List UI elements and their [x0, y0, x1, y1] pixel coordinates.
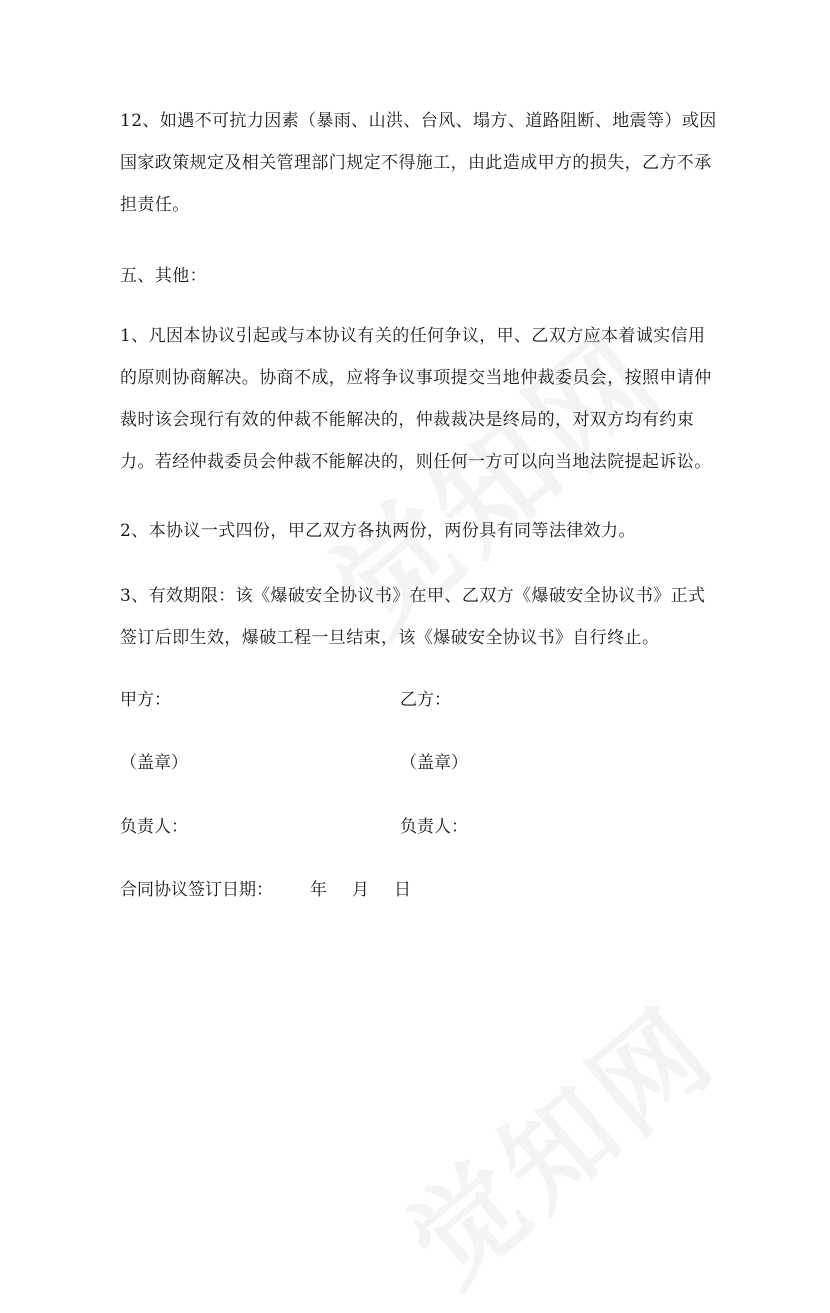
party-b-label: 乙方：: [400, 690, 451, 710]
party-a-seal: （盖章）: [120, 753, 188, 773]
seal-row: [120, 748, 720, 778]
clause-1-dispute-paragraph: 1、凡因本协议引起或与本协议有关的任何争议，甲、乙双方应本着诚实信用的原则协商解决。协商不成，应将争议事项提交当地仲裁委员会，按照申请仲裁时该会现行有效的仲裁不能解决的，仲裁裁决是终局的，对双方均有约束力。若经仲裁委员会仲裁不能解决的，则任何一方可以向当地法院提起诉讼。: [120, 326, 712, 472]
signing-date-label: 合同协议签订日期：: [120, 880, 273, 900]
signing-date-row: [120, 875, 720, 905]
party-a-responsible-person: 负责人：: [120, 817, 188, 837]
responsible-person-row: [120, 812, 720, 842]
party-a-label: 甲方：: [120, 690, 171, 710]
date-day: 日: [394, 880, 411, 900]
party-b-seal: （盖章）: [400, 753, 468, 773]
party-b-responsible-person: 负责人：: [400, 817, 468, 837]
date-year: 年: [310, 880, 327, 900]
clause-2-copies-paragraph: 2、本协议一式四份，甲乙双方各执两份，两份具有同等法律效力。: [120, 521, 636, 541]
section-heading-other: 五、其他：: [120, 266, 207, 286]
clause-12-paragraph: 12、如遇不可抗力因素（暴雨、山洪、台风、塌方、道路阻断、地震等）或因国家政策规定及相关管理部门规定不得施工，由此造成甲方的损失，乙方不承担责任。: [120, 111, 717, 215]
party-row: [120, 685, 720, 715]
clause-3-validity-paragraph: 3、有效期限：该《爆破安全协议书》在甲、乙双方《爆破安全协议书》正式签订后即生效，爆破工程一旦结束，该《爆破安全协议书》自行终止。: [120, 586, 706, 648]
watermark: [371, 965, 744, 1313]
date-month: 月: [352, 880, 369, 900]
